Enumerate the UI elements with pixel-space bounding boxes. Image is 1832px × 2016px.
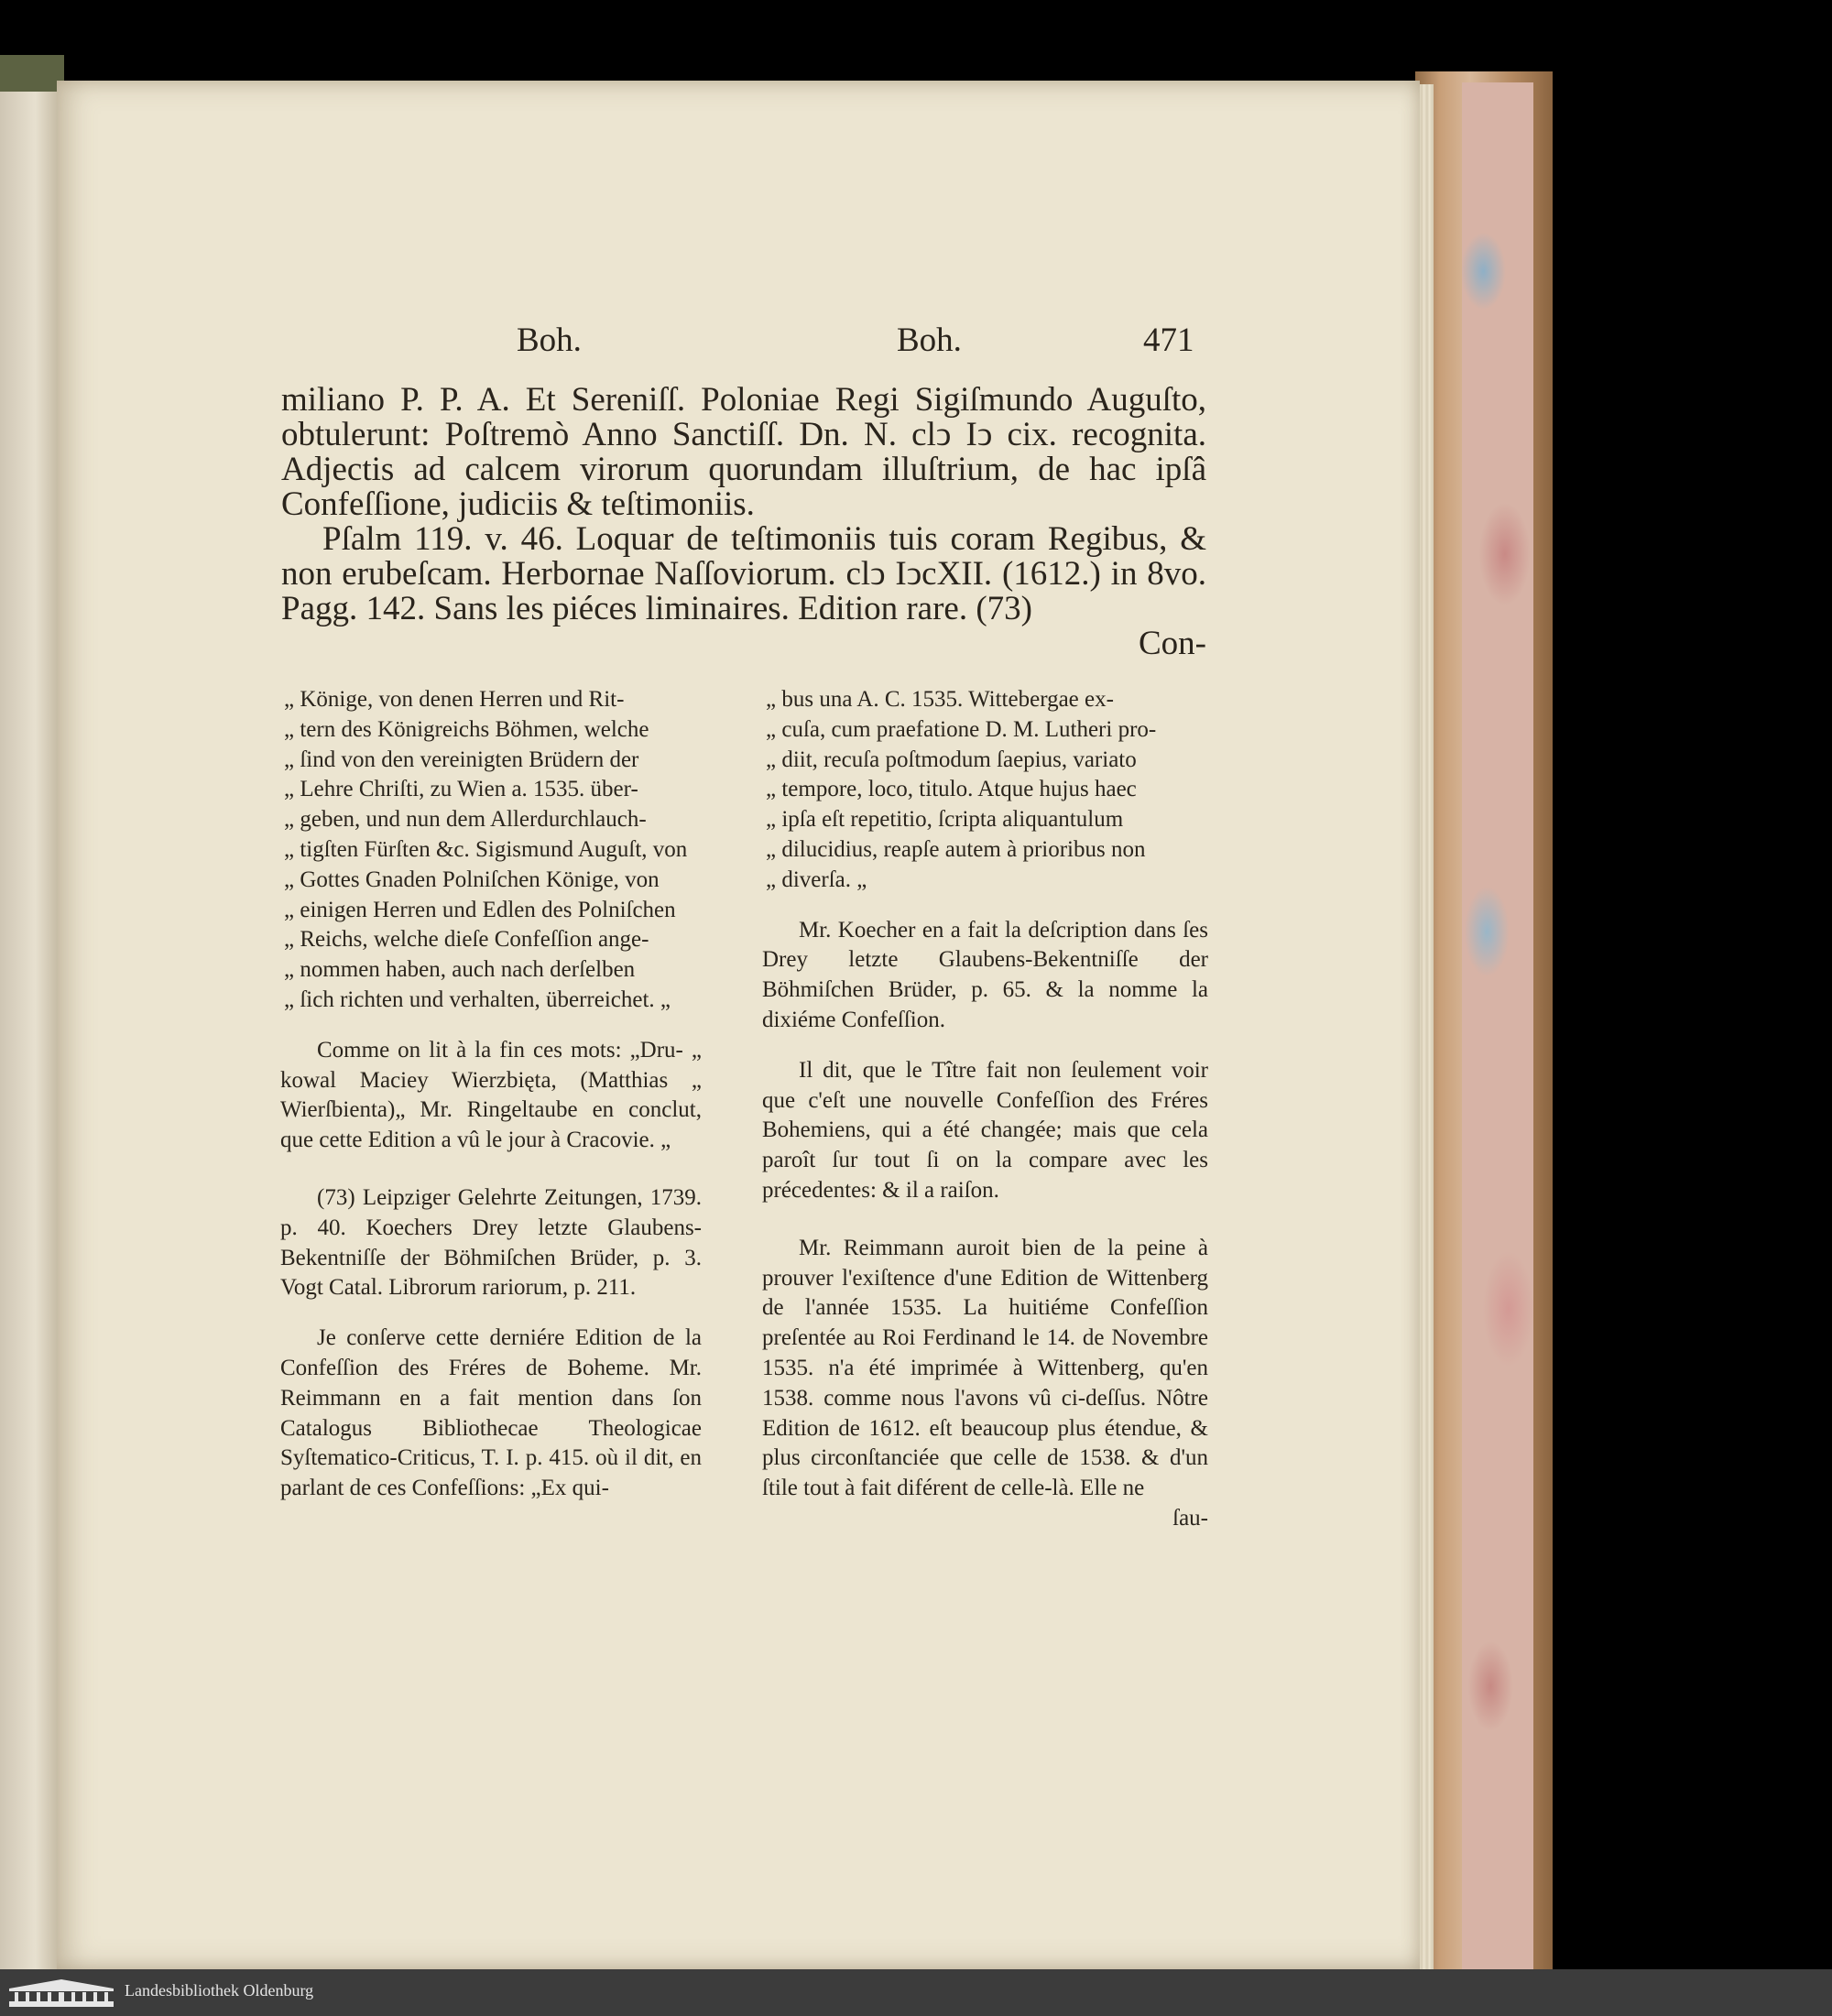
running-head-center: Boh. — [897, 321, 962, 359]
facing-page-edge — [0, 92, 64, 1969]
german-quote — [280, 685, 702, 1016]
catchword-bottom: ſau- — [1172, 1505, 1208, 1531]
paragraph-koecher: Mr. Koecher en a fait la deſcription dans ſes Drey letzte Glaubens-Bekentniſſe der Böhmiſchen Brüder, p. 65. & la nomme la dixiéme Confeſſion. — [762, 917, 1208, 1032]
footnote-73: (73) Leipziger Gelehrte Zeitungen, 1739. p. 40. Koechers Drey letzte Glaubens-Bekentniſſe der Böhmiſchen Brüder, p. 3. Vogt Catal. Librorum rariorum, p. 211. — [280, 1184, 702, 1301]
title-continuation — [281, 383, 1206, 661]
quote-line: „ ſind von den vereinigten Brüdern der — [284, 746, 639, 772]
library-logo[interactable] — [7, 1978, 115, 2009]
marbled-endpaper — [1462, 82, 1533, 1969]
title-paragraph-1: miliano P. P. A. Et Sereniſſ. Poloniae Regi Sigiſmundo Auguſto, obtulerunt: Poſtremò Anno Sanctiſſ. Dn. N. clↄ Iↄ cix. recognita. Adjectis ad calcem virorum quorundam illuſtrium, de hac ipſâ Confeſſione, judiciis & teſtimoniis. — [281, 381, 1206, 523]
library-building-icon — [7, 1978, 115, 2009]
quote-line: „ dilucidius, reapſe autem à prioribus non — [766, 836, 1146, 862]
quote-line: „ diit, recuſa poſtmodum ſaepius, variato — [766, 746, 1137, 772]
latin-quote — [762, 685, 1208, 896]
paragraph-je-conserve: Je conſerve cette derniére Edition de la Confeſſion des Fréres de Boheme. Mr. Reimmann en a fait mention dans ſon Catalogus Bibliothecae Theologicae Syſtematico-Criticus, T. I. p. 415. où il dit, en parlant de ces Confeſſions: „Ex qui- — [280, 1325, 702, 1501]
running-head-left: Boh. — [517, 321, 582, 359]
paragraph-comme: Comme on lit à la fin ces mots: „Dru- „ kowal Maciey Wierzbięta, (Matthias „ Wierſbienta)„ Mr. Ringeltaube en conclut, que cette Edition a vû le jour à Cracovie. „ — [280, 1037, 702, 1153]
quote-line: „ Reichs, welche dieſe Confeſſion ange- — [284, 927, 649, 953]
quote-line: „ einigen Herren und Edlen des Polniſchen — [284, 897, 676, 922]
title-paragraph-2: Pſalm 119. v. 46. Loquar de teſtimoniis tuis coram Regibus, & non erubeſcam. Herbornae Naſſoviorum. clↄ IↄcXII. (1612.) in 8vo. Pagg. 142. Sans les piéces liminaires. Edition rare. (73) — [281, 520, 1206, 627]
quote-line: „ geben, und nun dem Allerdurchlauch- — [284, 807, 647, 833]
quote-line: „ bus una A. C. 1535. Wittebergae ex- — [766, 687, 1114, 712]
paragraph-il-dit: Il dit, que le Tître fait non ſeulement voir que c'eſt une nouvelle Confeſſion des Fréres Bohemiens, qui a été changée; mais que cela paroît ſur tout ſi on la compare avec les précedentes: & il a raiſon. — [762, 1057, 1208, 1203]
quote-line: „ Lehre Chriſti, zu Wien a. 1535. über- — [284, 777, 638, 802]
viewer-footer — [0, 1969, 1832, 2016]
quote-line: „ tern des Königreichs Böhmen, welche — [284, 716, 649, 742]
library-name[interactable]: Landesbibliothek Oldenburg — [125, 1981, 314, 2000]
quote-line: „ tigſten Fürſten &c. Sigismund Auguſt, von — [284, 836, 688, 862]
quote-line: „ Gottes Gnaden Polniſchen Könige, von — [284, 866, 660, 892]
quote-line: „ cuſa, cum praefatione D. M. Lutheri pro- — [766, 716, 1157, 742]
quote-line: „ nommen haben, auch nach derſelben — [284, 957, 636, 983]
page-number: 471 — [1143, 321, 1194, 359]
paragraph-reimmann: Mr. Reimmann auroit bien de la peine à prouver l'exiſtence d'une Edition de Wittenberg de l'année 1535. La huitiéme Confeſſion preſentée au Roi Ferdinand le 14. de Novembre 1535. n'a été imprimée à Wittenberg, qu'en 1538. comme nous l'avons vû ci-deſſus. Nôtre Edition de 1612. eſt beaucoup plus étendue, & plus circonſtanciée que celle de 1538. & d'un ſtile tout à fait diférent de celle-là. Elle ne — [762, 1235, 1208, 1501]
right-column — [762, 685, 1208, 1534]
quote-line: „ tempore, loco, titulo. Atque hujus haec — [766, 777, 1137, 802]
quote-line: „ ſich richten und verhalten, überreichet. „ — [284, 986, 671, 1012]
quote-line: „ Könige, von denen Herren und Rit- — [284, 687, 625, 712]
quote-line: „ ipſa eſt repetitio, ſcripta aliquantulum — [766, 807, 1124, 833]
left-column — [280, 685, 702, 1504]
book-page — [57, 81, 1420, 1969]
catchword-top: Con- — [1139, 625, 1206, 662]
quote-line: „ diverſa. „ — [766, 866, 867, 892]
